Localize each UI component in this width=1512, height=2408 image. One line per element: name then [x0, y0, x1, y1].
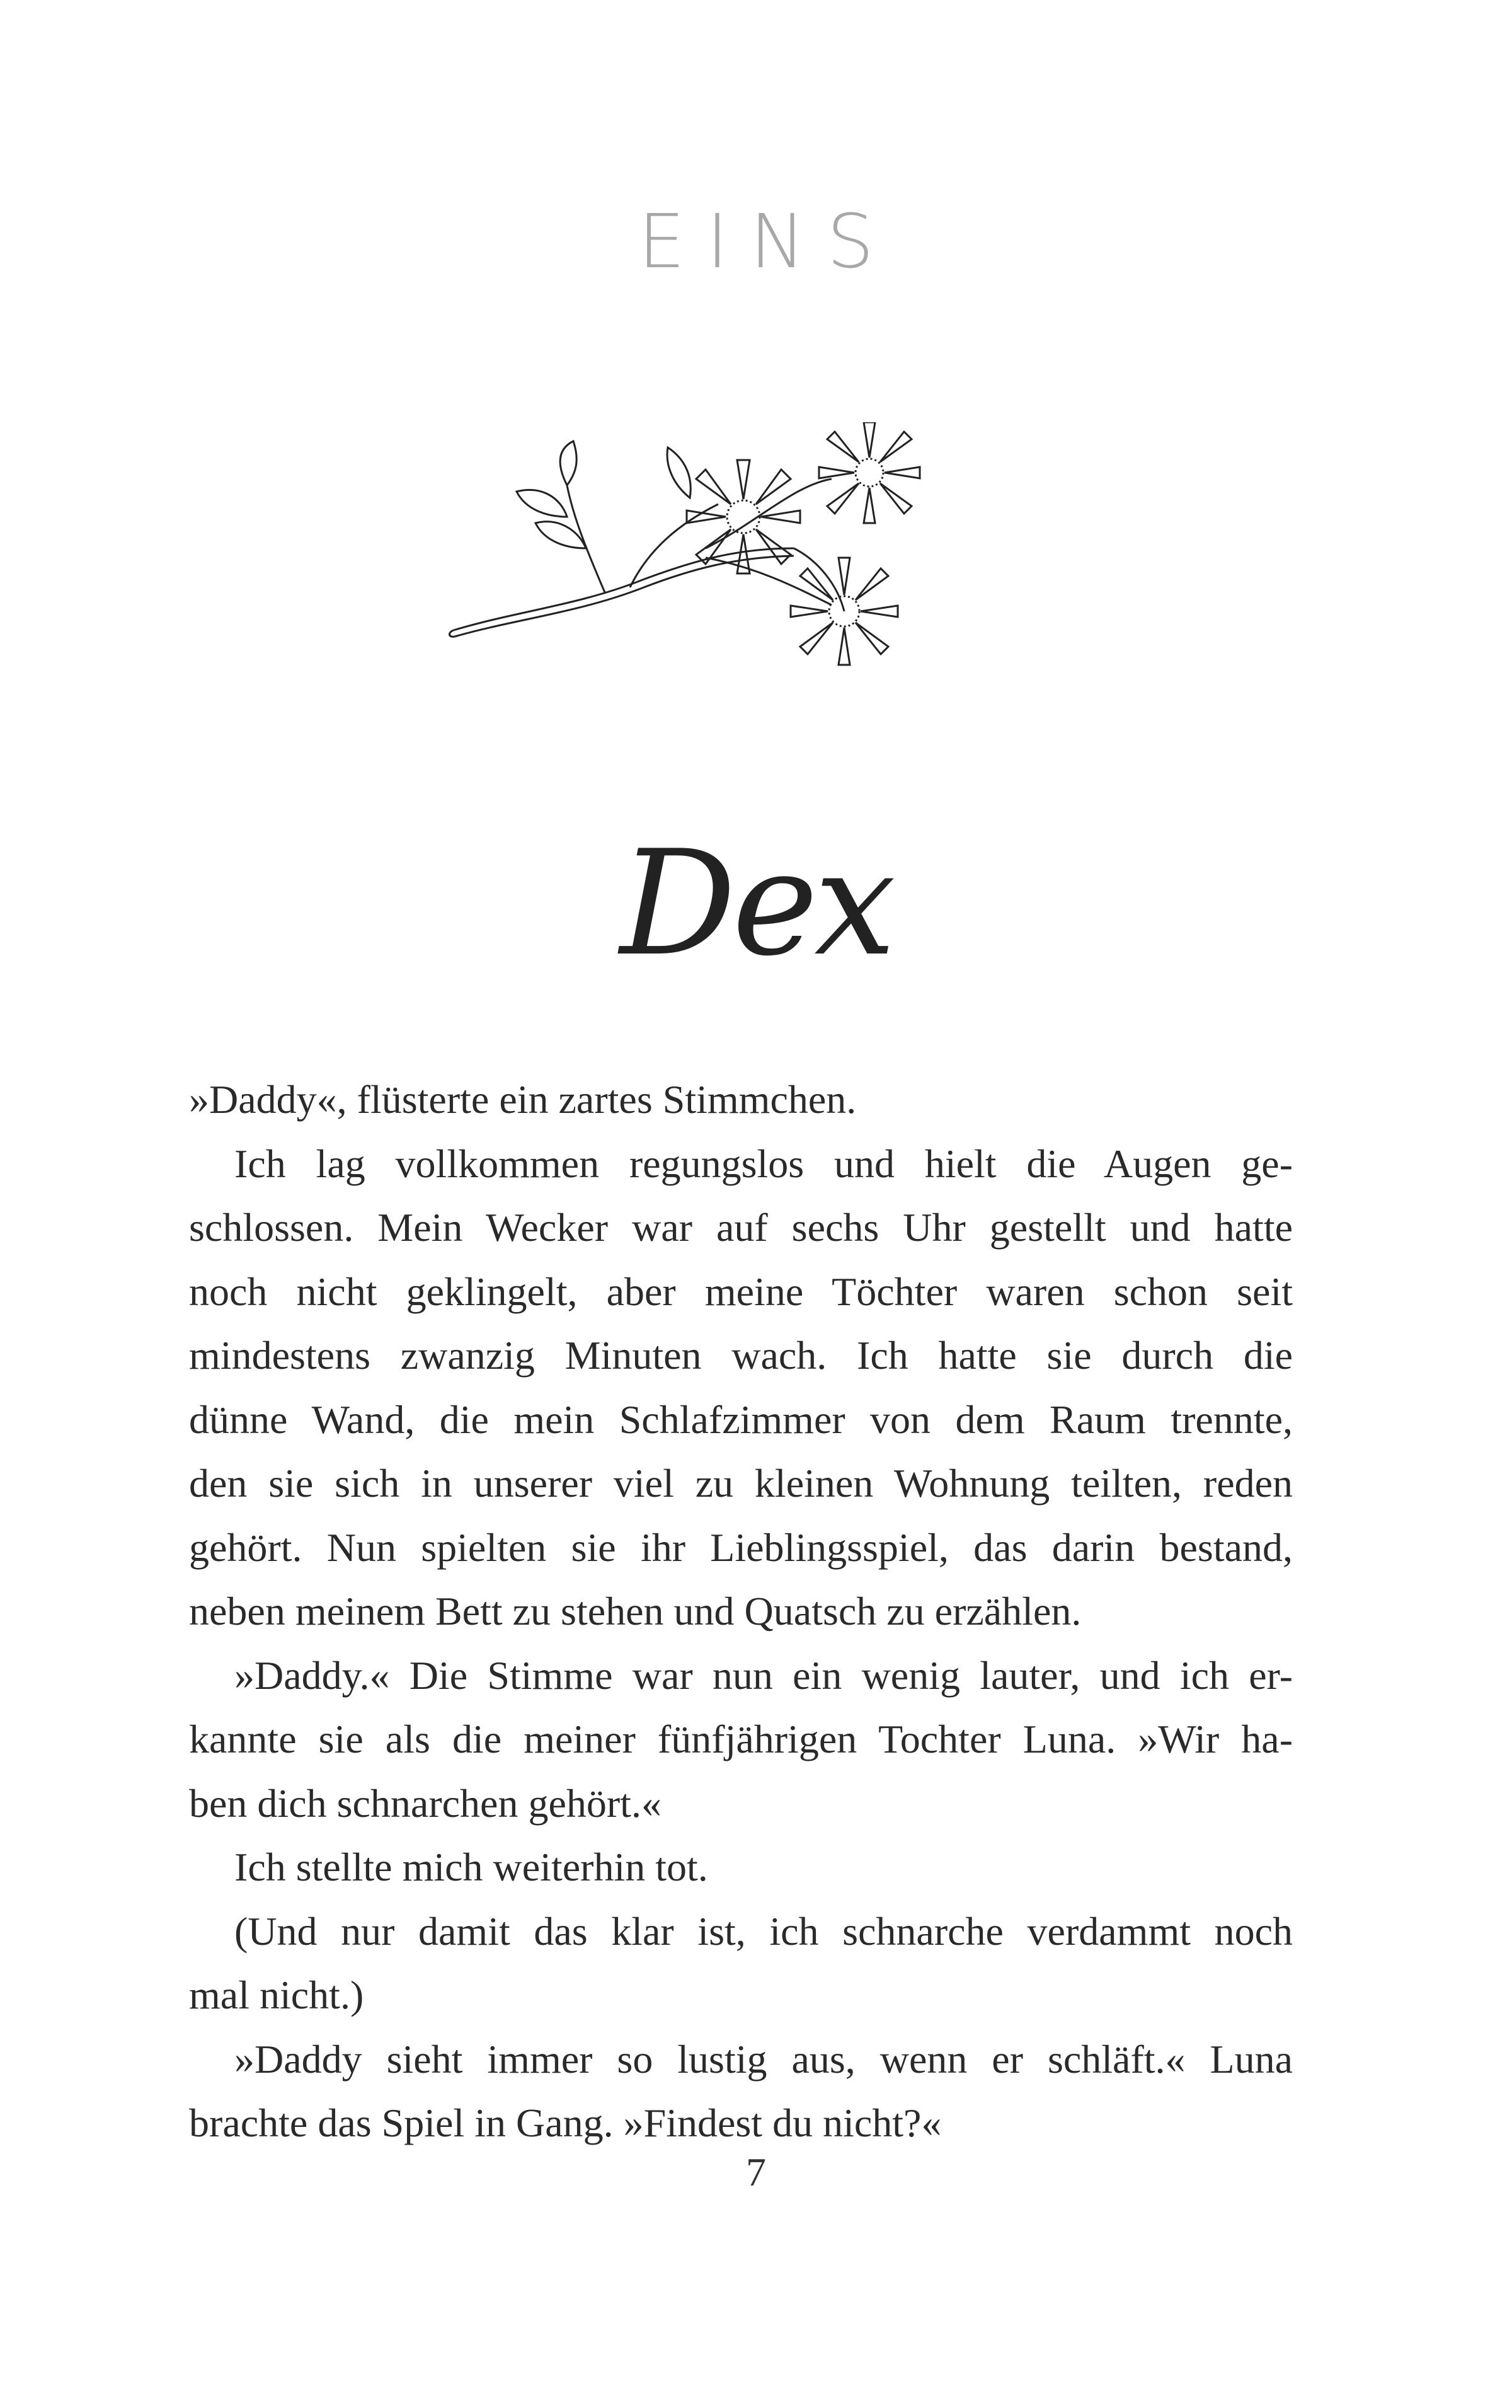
text-line: Ich lag vollkommen regungslos und hielt die Augen ge- — [234, 1141, 1293, 1186]
text-line: mindestens zwanzig Minuten wach. Ich hatte sie durch die — [189, 1333, 1293, 1378]
text-line: den sie sich in unserer viel zu kleinen Wohnung teilten, reden — [189, 1461, 1293, 1506]
chapter-title: EINS — [638, 198, 896, 285]
narrator-signature: Dex — [619, 820, 893, 988]
text-line: schlossen. Mein Wecker war auf sechs Uhr gestellt und hatte — [189, 1205, 1293, 1250]
text-line: neben meinem Bett zu stehen und Quatsch zu erzählen. — [189, 1589, 1082, 1633]
chapter-body-text — [189, 1068, 1293, 2155]
paragraph — [189, 1068, 1293, 1132]
paragraph — [189, 1644, 1293, 1836]
text-line: brachte das Spiel in Gang. »Findest du nicht?« — [189, 2100, 942, 2145]
text-line: »Daddy sieht immer so lustig aus, wenn er schläft.« Luna — [234, 2036, 1293, 2082]
text-line: mal nicht.) — [189, 1973, 364, 2017]
text-line: dünne Wand, die mein Schlafzimmer von dem Raum trennte, — [189, 1397, 1293, 1442]
daisy — [819, 422, 920, 523]
text-line: (Und nur damit das klar ist, ich schnarche verdammt noch — [234, 1908, 1293, 1954]
flower-ornament-icon — [441, 422, 983, 687]
text-line: Ich stellte mich weiterhin tot. — [234, 1845, 708, 1889]
page-number: 7 — [746, 2150, 766, 2194]
text-line: kannte sie als die meiner fünfjährigen Tochter Luna. »Wir ha- — [189, 1717, 1293, 1761]
text-line: gehört. Nun spielten sie ihr Lieblingsspiel, das darin bestand, — [189, 1524, 1293, 1570]
paragraph — [189, 2027, 1293, 2155]
paragraph — [189, 1899, 1293, 2027]
paragraph — [189, 1132, 1293, 1644]
text-line: »Daddy«, flüsterte ein zartes Stimmchen. — [189, 1077, 857, 1122]
text-line: ben dich schnarchen gehört.« — [189, 1780, 662, 1826]
text-line: »Daddy.« Die Stimme war nun ein wenig lauter, und ich er- — [234, 1652, 1293, 1698]
text-line: noch nicht geklingelt, aber meine Töchter waren schon seit — [189, 1269, 1293, 1314]
paragraph — [189, 1835, 1293, 1899]
